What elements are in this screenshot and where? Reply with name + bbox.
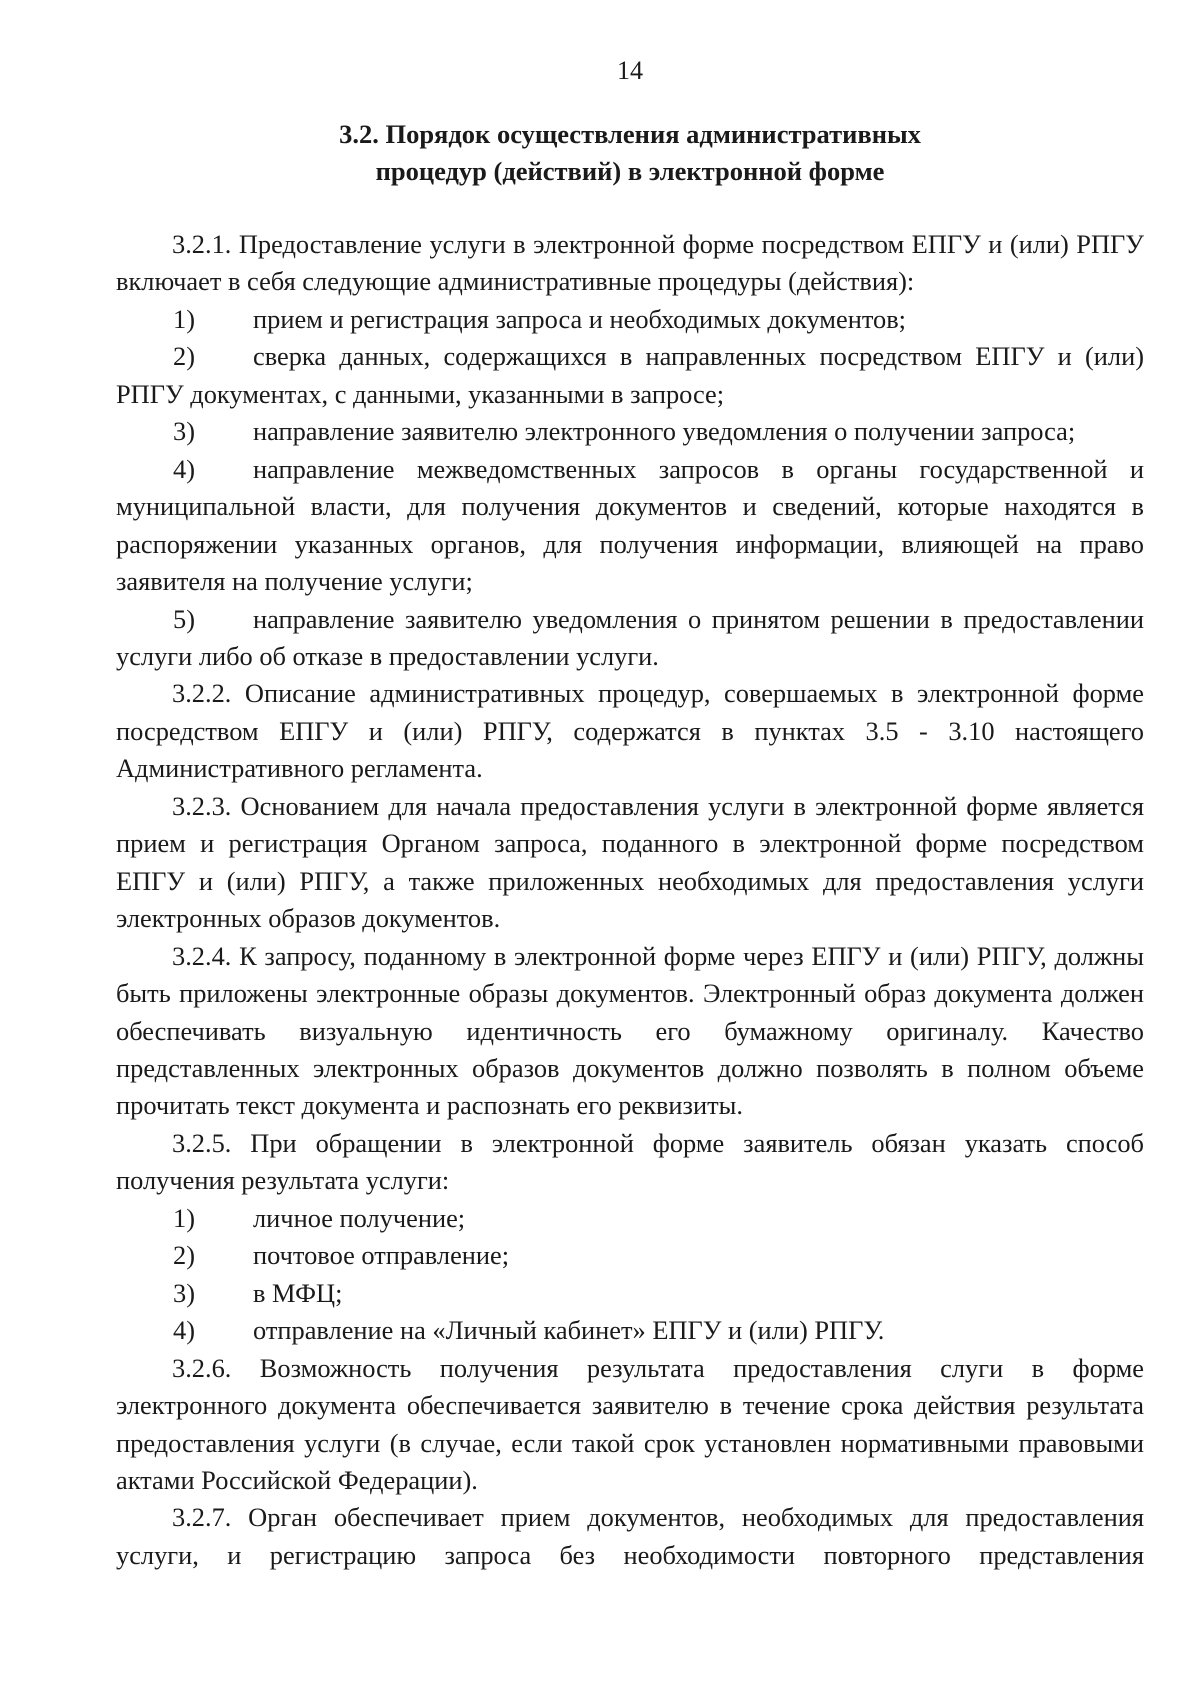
list-item-number: 5) bbox=[173, 603, 195, 634]
paragraph-3-2-1: 3.2.1. Предоставление услуги в электронной форме посредством ЕПГУ и (или) РПГУ включает в себя следующие административные процедуры (действия): bbox=[116, 229, 1144, 297]
list-item-number: 4) bbox=[173, 453, 195, 484]
heading-line-1: 3.2. Порядок осуществления административных bbox=[339, 119, 921, 149]
list-item bbox=[116, 601, 1144, 676]
list-item-text: отправление на «Личный кабинет» ЕПГУ и (или) РПГУ. bbox=[253, 1315, 885, 1346]
section-heading bbox=[116, 116, 1144, 190]
list-item-number: 2) bbox=[173, 1240, 195, 1271]
list-item-number: 1) bbox=[173, 303, 195, 334]
list-item bbox=[116, 338, 1144, 413]
list-item-text: прием и регистрация запроса и необходимых документов; bbox=[253, 303, 906, 334]
list-item-number: 3) bbox=[173, 416, 195, 447]
list-item-text: сверка данных, содержащихся в направленных посредством ЕПГУ и (или) РПГУ документах, с данными, указанными в запросе; bbox=[116, 341, 1144, 409]
document-body bbox=[116, 226, 1144, 1574]
list-item bbox=[116, 1200, 1144, 1237]
list-item bbox=[116, 301, 1144, 338]
list-item bbox=[116, 1237, 1144, 1274]
page-number: 14 bbox=[617, 56, 643, 85]
list-item bbox=[116, 1312, 1144, 1349]
list-item-text: направление заявителю электронного уведомления о получении запроса; bbox=[253, 416, 1076, 447]
list-item-number: 1) bbox=[173, 1202, 195, 1233]
paragraph-3-2-3: 3.2.3. Основанием для начала предоставления услуги в электронной форме является прием и регистрация Органом запроса, поданного в электронной форме посредством ЕПГУ и (или) РПГУ, а также приложенных необходимых для предоставления услуги электронных образов документов. bbox=[116, 790, 1144, 934]
list-item-number: 2) bbox=[173, 341, 195, 372]
paragraph-3-2-6: 3.2.6. Возможность получения результата предоставления слуги в форме электронного документа обеспечивается заявителю в течение срока действия результата предоставления услуги (в случае, если такой срок установлен нормативными правовыми актами Российской Федерации). bbox=[116, 1352, 1144, 1495]
list-item bbox=[116, 413, 1144, 450]
heading-line-2: процедур (действий) в электронной форме bbox=[375, 156, 885, 186]
list-item bbox=[116, 1275, 1144, 1312]
list-item-text: в МФЦ; bbox=[253, 1277, 343, 1308]
paragraph-3-2-2: 3.2.2. Описание административных процедур, совершаемых в электронной форме посредством ЕПГУ и (или) РПГУ, содержатся в пунктах 3.5 - 3.10 настоящего Административного регламента. bbox=[116, 678, 1144, 784]
paragraph-3-2-7: 3.2.7. Орган обеспечивает прием документов, необходимых для предоставления услуги, и регистрацию запроса без необходимости повторного представления bbox=[116, 1502, 1144, 1570]
paragraph-3-2-4: 3.2.4. К запросу, поданному в электронной форме через ЕПГУ и (или) РПГУ, должны быть приложены электронные образы документов. Электронный образ документа должен обеспечивать визуальную идентичность его бумажному оригиналу. Качество представленных электронных образов документов должно позволять в полном объеме прочитать текст документа и распознать его реквизиты. bbox=[116, 940, 1144, 1121]
list-item bbox=[116, 451, 1144, 601]
list-item-text: направление межведомственных запросов в органы государственной и муниципальной власти, для получения документов и сведений, которые находятся в распоряжении указанных органов, для получения информации, влияющей на право заявителя на получение услуги; bbox=[116, 453, 1144, 597]
list-item-text: личное получение; bbox=[253, 1202, 466, 1233]
list-item-text: почтовое отправление; bbox=[253, 1240, 510, 1271]
paragraph-3-2-5: 3.2.5. При обращении в электронной форме заявитель обязан указать способ получения результата услуги: bbox=[116, 1127, 1144, 1196]
list-item-text: направление заявителю уведомления о принятом решении в предоставлении услуги либо об отказе в предоставлении услуги. bbox=[116, 603, 1144, 671]
list-item-number: 3) bbox=[173, 1277, 195, 1308]
list-item-number: 4) bbox=[173, 1315, 195, 1346]
